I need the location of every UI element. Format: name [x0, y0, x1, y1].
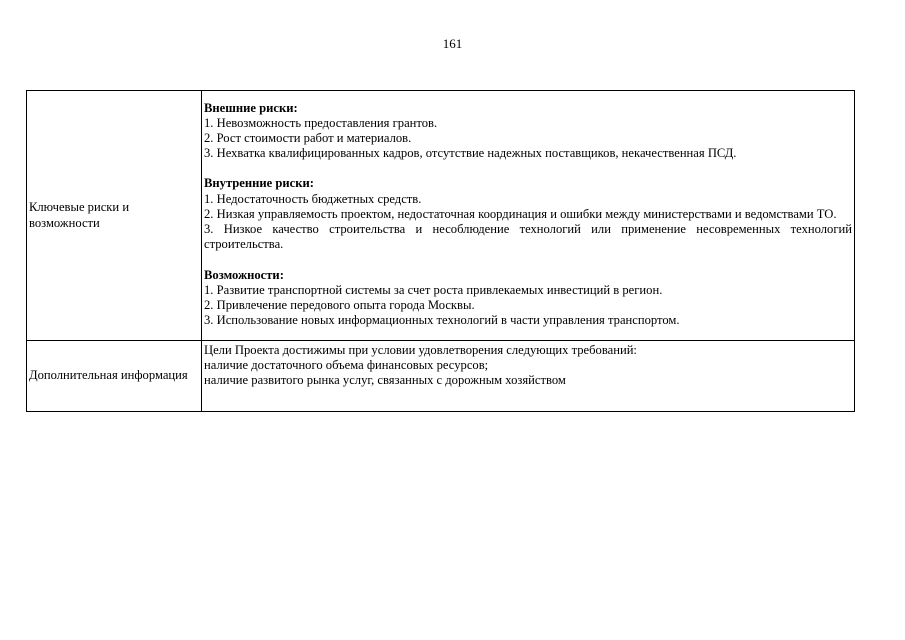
info-line: наличие развитого рынка услуг, связанных с дорожным хозяйством — [204, 373, 566, 388]
table-row-risks — [27, 91, 855, 341]
list-item: 3. Нехватка квалифицированных кадров, отсутствие надежных поставщиков, некачественная ПСД. — [204, 146, 737, 161]
risks-content — [202, 91, 855, 341]
list-item: 1. Недостаточность бюджетных средств. — [204, 191, 422, 206]
list-item: 1. Развитие транспортной системы за счет роста привлекаемых инвестиций в регион. — [204, 282, 663, 297]
list-item: 3. Низкое качество строительства и несоблюдение технологий или применение несовременных технологий строительства. — [204, 222, 852, 252]
list-item: 2. Привлечение передового опыта города Москвы. — [204, 297, 475, 312]
page-number: 161 — [442, 36, 463, 51]
list-item: 2. Низкая управляемость проектом, недостаточная координация и ошибки между министерствами и ведомствами ТО. — [204, 206, 837, 221]
list-item: 3. Использование новых информационных технологий в части управления транспортом. — [204, 313, 680, 328]
section-title-internal-risks: Внутренние риски: — [204, 176, 314, 191]
table-row-additional-info — [27, 341, 855, 412]
row-label-additional-info: Дополнительная информация — [27, 341, 202, 412]
row-label-risks: Ключевые риски и возможности — [27, 91, 202, 341]
list-item: 1. Невозможность предоставления грантов. — [204, 115, 438, 130]
additional-info-content — [202, 341, 855, 412]
info-line: наличие достаточного объема финансовых ресурсов; — [204, 358, 489, 373]
info-line: Цели Проекта достижимы при условии удовлетворения следующих требований: — [204, 343, 637, 357]
section-title-opportunities: Возможности: — [204, 267, 284, 282]
section-title-external-risks: Внешние риски: — [204, 100, 298, 115]
project-info-table — [26, 90, 855, 412]
list-item: 2. Рост стоимости работ и материалов. — [204, 131, 412, 146]
